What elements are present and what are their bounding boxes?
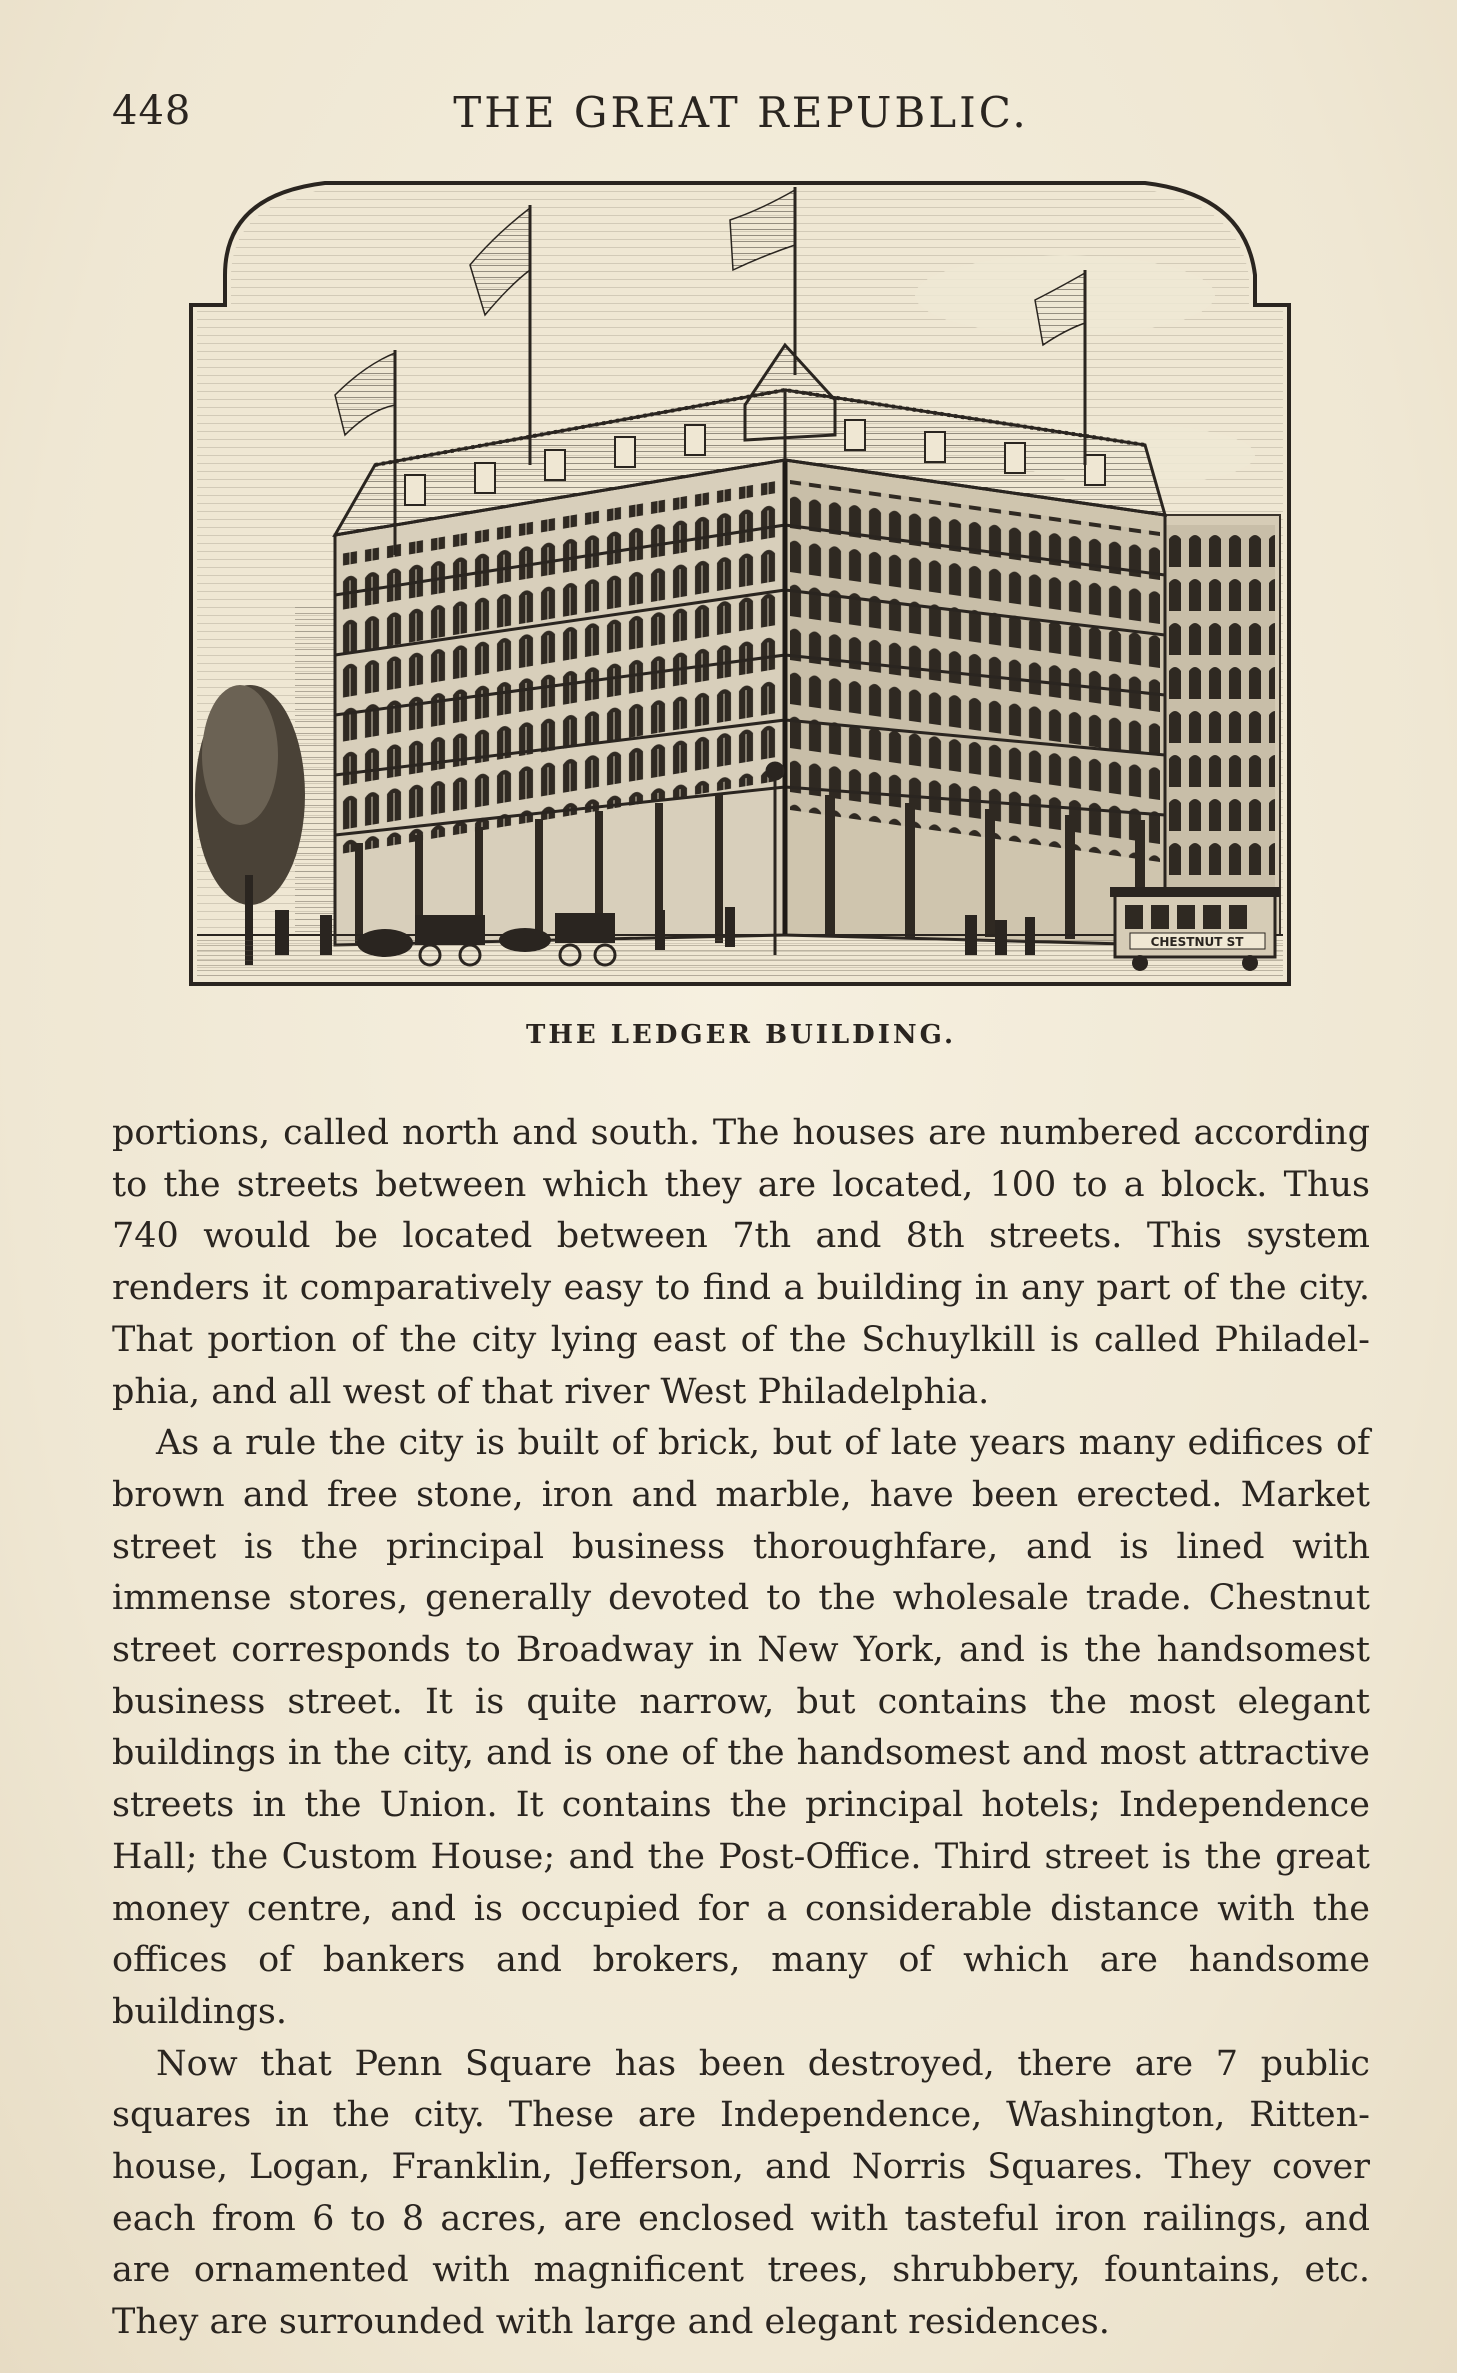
streetcar (1110, 887, 1280, 971)
running-title: THE GREAT REPUBLIC. (453, 88, 1029, 137)
page-header (112, 88, 1370, 148)
figure-caption: THE LEDGER BUILDING. (525, 1020, 956, 1050)
body-text (112, 1108, 1370, 2349)
ledger-building-engraving (185, 175, 1295, 990)
paragraph-1: portions, called north and south. The houses are numbered according to the streets between which they are located, 100 to a block. Thus 740 would be located between 7th and 8th streets. This system renders it comparatively easy to find a building in any part of the city. That portion of the city lying east of the Schuylkill is called Philadelphia, and all west of that river West Philadelphia. (112, 1113, 1370, 1412)
page-number: 448 (112, 88, 192, 134)
paragraph-3: Now that Penn Square has been destroyed, there are 7 public squares in the city. These are Independence, Washington, Rittenhouse, Logan, Franklin, Jefferson, and Norris Squares. They cover each from 6 to 8 acres, are enclosed with tasteful iron railings, and are ornamented with magnificent trees, shrubbery, fountains, etc. They are surrounded with large and elegant residences. (112, 2043, 1370, 2343)
streetcar-sign: CHESTNUT ST (1150, 935, 1244, 949)
paragraph-2: As a rule the city is built of brick, but of late years many edifices of brown and free stone, iron and marble, have been erected. Market street is the principal business thoroughfare, and is lined with immense stores, generally devoted to the wholesale trade. Chestnut street corresponds to Broadway in New York, and is the handsomest business street. It is quite narrow, but contains the most elegant buildings in the city, and is one of the handsomest and most attractive streets in the Union. It contains the principal hotels; Independence Hall; the Custom House; and the Post-Office. Third street is the great money centre, and is occupied for a considerable distance with the offices of bankers and brokers, many of which are handsome buildings. (112, 1423, 1370, 2032)
engraving-illustration (185, 175, 1295, 990)
